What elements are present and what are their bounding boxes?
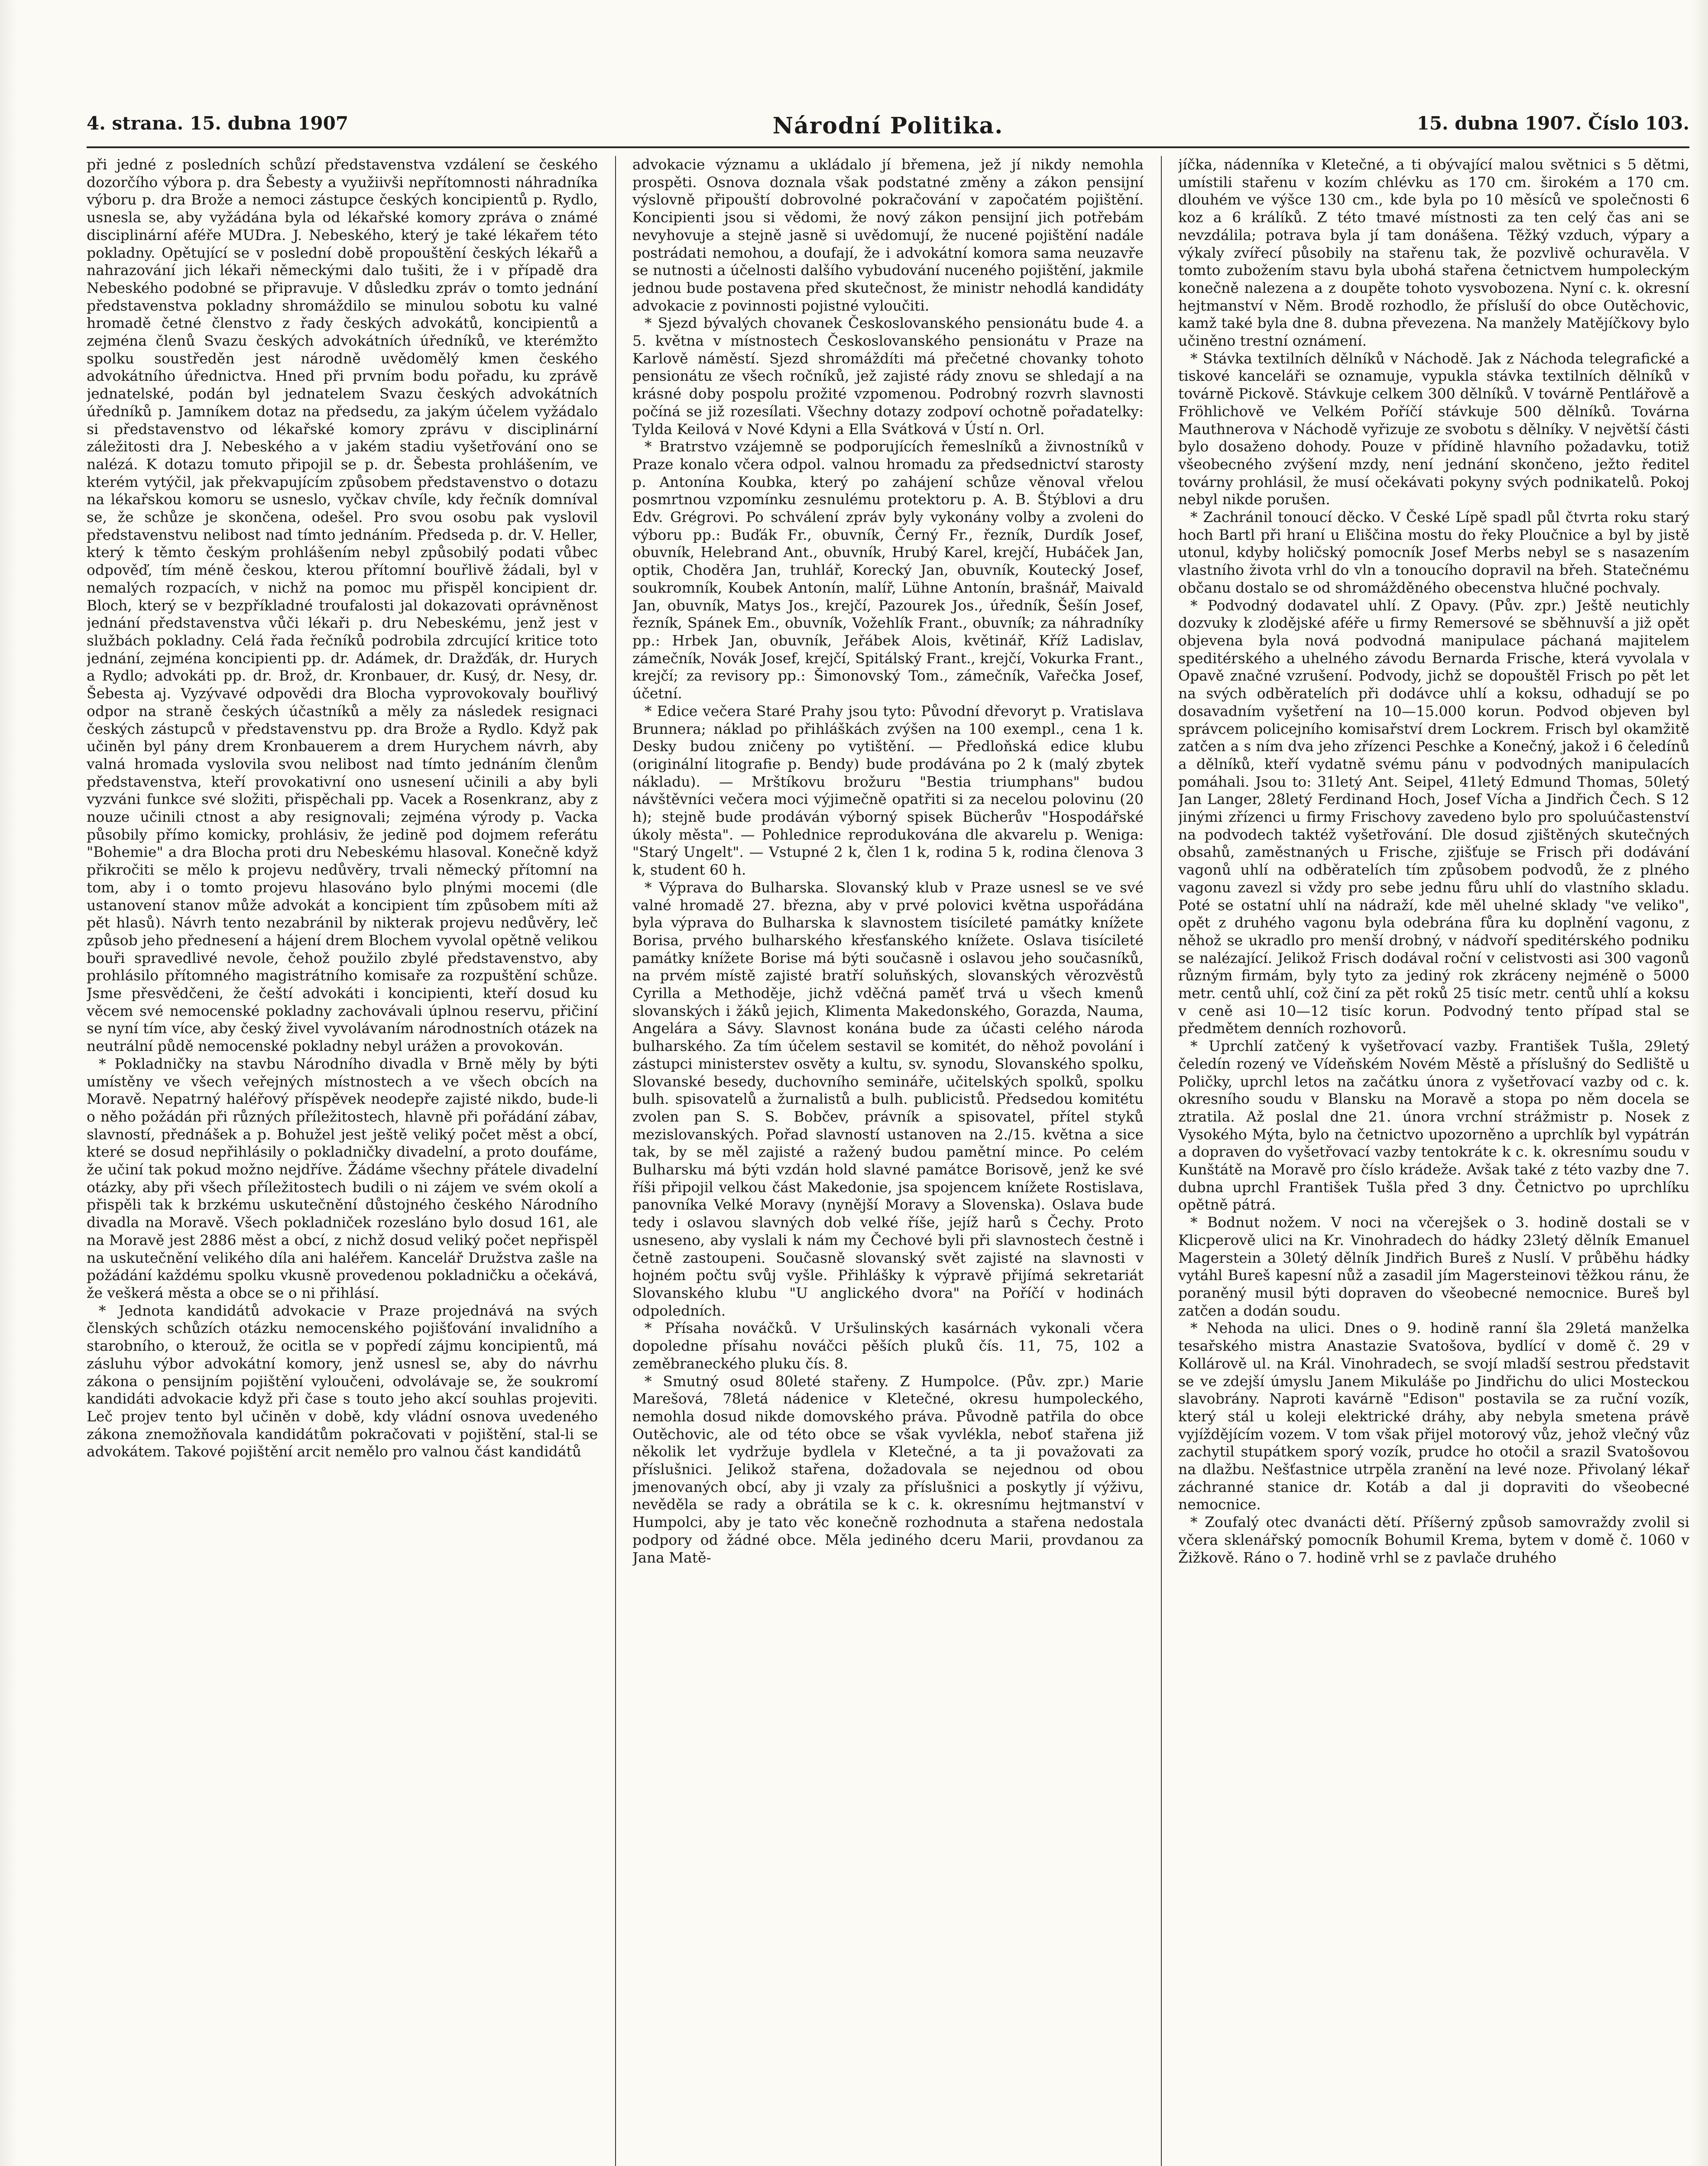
text-column-2	[632, 156, 1144, 2166]
article-paragraph: * Jednota kandidátů advokacie v Praze projednává na svých členských schůzích otázku nemocenského pojišťování invalidního a starobního, o kterouž, že ocitla se v popředí zájmu koncipientů, má zásluhu výbor advokátní komory, jenž usnesl se, aby do návrhu zákona o pensijním pojištění vyloučeni, odvolávaje se, že soukromí kandidáti advokacie když při čase s touto jeho akcí souhlas projeviti. Leč projev tento byl učiněn v době, kdy vládní osnova uvedeného zákona znemožňovala kandidátům pokračovati v pojištění, stal-li se advokátem. Takové pojištění arcit nemělo pro valnou část kandidátů	[87, 1302, 598, 1460]
page-header	[87, 108, 1689, 143]
article-paragraph: při jedné z posledních schůzí představenstva vzdálení se českého dozorčího výbora p. dra Šebesty a využiivši nepřítomnosti náhradníka výboru p. dra Brože a nemoci zástupce českých koncipientů p. Rydlo, usnesla se, aby vyžádána byla od lékařské komory zpráva o známé disciplinární aféře MUDra. J. Nebeského, který je také lékařem této pokladny. Opětující se v poslední době propouštění českých lékařů a nahrazování jich lékaři německými dalo tušiti, že i v případě dra Nebeského podobné se připravuje. V důsledku zpráv o tomto jednání představenstva pokladny shromáždilo se minulou sobotu ku valné hromadě četné členstvo z řady českých advokátů, koncipientů a zejména členů Svazu českých advokátních úředníků, ve kterémžto spolku soustředěn jest národně uvědomělý kmen českého advokátního úřednictva. Hned při prvním bodu pořadu, ku zprávě jednatelské, podán byl jednatelem Svazu českých advokátních úředníků p. Jamníkem dotaz na předsedu, za jakým účelem vyžádalo si představenstvo od lékařské komory zprávu v disciplinární záležitosti dra J. Nebeského a v jakém stadiu vyšetřování ono se nalézá. K dotazu tomuto připojil se p. dr. Šebesta prohlášením, ve kterém vytýčil, jak překvapujícím způsobem představenstvo o dotazu na lékařskou komoru se usneslo, vyčkav chvíle, kdy řečník domníval se, že schůze je skončena, odešel. Pro svou osobu pak vyslovil představenstvu nelibost nad tímto jednáním. Předseda p. dr. V. Heller, který k těmto českým prohlášením nebyl způsobilý podati vůbec odpověď, tím méně českou, kterou přítomní bouřlivě žádali, byl v nemalých rozpacích, v nichž na pomoc mu přispěl koncipient dr. Bloch, který se v bezpříkladné troufalosti jal dokazovati oprávněnost jednání představenstva vůči lékaři p. dru Nebeskému, jenž jest v službách pokladny. Celá řada řečníků podrobila zdrcující kritice toto jednání, zejména koncipienti pp. dr. Adámek, dr. Dražďák, dr. Hurych a Rydlo; advokáti pp. dr. Brož, dr. Kronbauer, dr. Kusý, dr. Nesy, dr. Šebesta aj. Vyzývavé odpovědi dra Blocha vyprovokovaly bouřlivý odpor na straně českých účastníků a měly za následek resignaci českých zástupců v představenstvu pp. dra Brože a Rydlo. Když pak učiněn byl pány drem Kronbauerem a drem Hurychem návrh, aby valná hromada vyslovila svou nelibost nad tímto jednáním členům představenstva, kteří provokativní ono usnesení učinili a aby byli vyzváni funkce své složiti, přispěchali pp. Vacek a Rosenkranz, aby z nouze učinili ctnost a aby resignovali; zejména výrody p. Vacka působily přímo komicky, prohlásiv, že jedině pod dojmem referátu "Bohemie" a dra Blocha proti dru Nebeskému hlasoval. Konečně když přikročiti se mělo k projevu nedůvěry, trvali německý přítomní na tom, aby i o tomto projevu hlasováno bylo plnými mocemi (dle ustanovení stanov může advokát a koncipient tím způsobem míti až pět hlasů). Návrh tento nezabránil by nikterak projevu nedůvěry, leč způsob jeho přednesení a hájení drem Blochem vyvolal opětně velikou bouři spravedlivé nevole, čehož použilo zbylé představenstvo, aby prohlásilo přítomného magistrátního komisaře za rozpuštění schůze. Jsme přesvědčeni, že čeští advokáti i koncipienti, kteří dosud ku věcem své nemocenské pokladny zachovávali úplnou reservu, přičiní se nyní tím více, aby český živel vyvolávaním národnostních otázek na neutrální půdě nemocenské pokladny nebyl urážen a provokován.	[87, 156, 598, 1055]
article-paragraph: advokacie významu a ukládalo jí břemena, jež jí nikdy nemohla prospěti. Osnova doznala však podstatné změny a zákon pensijní výslovně připouští dobrovolné pokračování v započatém pojištění. Koncipienti jsou si vědomi, že nový zákon pensijní jich potřebám nevyhovuje a stejně jasně si uvědomují, že nucené pojištění nadále postrádati nemohou, a doufají, že i advokátní komora sama neuzavře se nutnosti a účelnosti dalšího vybudování nuceného pojištění, jakmile jednou bude postavena před skutečnost, že ministr nehodlá kandidáty advokacie z povinnosti pojistné vyloučiti.	[632, 156, 1144, 314]
page-date-left: 4. strana. 15. dubna 1907	[87, 113, 349, 134]
article-paragraph: * Pokladničky na stavbu Národního divadla v Brně měly by býti umístěny ve všech veřejných místnostech a ve všech obcích na Moravě. Nepatrný haléřový příspěvek neodepře zajisté nikdo, bude-li o něho požádán při různých příležitostech, hlavně při pořádání zábav, slavností, přednášek a p. Bohužel jest ještě veliký počet měst a obcí, které se dosud nepřihlásily o pokladničky divadelní, a proto doufáme, že učiní tak pokud možno nejdříve. Žádáme všechny přátele divadelní otázky, aby při všech příležitostech budili o ni zájem ve svém okolí a přispěli tak k brzkému uskutečnění důstojného českého Národního divadla na Moravě. Všech pokladniček rozesláno bylo dosud 161, ale na Moravě jest 2886 měst a obcí, z nichž dosud veliký počet nepřispěl na uskutečnění velikého díla ani haléřem. Kancelář Družstva zašle na požádání každému spolku vkusně provedenou pokladničku a očekává, že veškerá města a obce se o ni přihlásí.	[87, 1055, 598, 1301]
article-paragraph: * Zachránil tonoucí děcko. V České Lípě spadl půl čtvrta roku starý hoch Bartl při hraní u Eliščina mostu do řeky Ploučnice a byl by jistě utonul, kdyby holičský pomocník Josef Merbs nebyl se s nasazením vlastního života vrhl do vln a tonoucího dopravil na břeh. Statečnému občanu dostalo se od shromážděného obecenstva hlučné pochvaly.	[1178, 509, 1689, 596]
text-column-1	[87, 156, 598, 2166]
text-column-3	[1178, 156, 1689, 2166]
column-divider	[615, 156, 616, 2166]
article-paragraph: * Sjezd bývalých chovanek Českoslovanského pensionátu bude 4. a 5. května v místnostech Českoslovanského pensionátu v Praze na Karlově náměstí. Sjezd shromáždíti má přečetné chovanky tohoto pensionátu ze všech ročníků, jež zajisté rády znovu se shledají a na krásné doby pospolu prožité vzpomenou. Podrobný rozvrh slavnosti počíná se již rozesílati. Všechny dotazy zodpoví ochotně pořadatelky: Tylda Keilová v Nové Kdyni a Ella Svátková v Ústí n. Orl.	[632, 315, 1144, 438]
article-paragraph: * Přísaha nováčků. V Uršulinských kasárnách vykonali včera dopoledne přísahu nováčci pěších pluků čís. 11, 75, 102 a zeměbraneckého pluku čís. 8.	[632, 1320, 1144, 1372]
article-paragraph: * Uprchlí zatčený k vyšetřovací vazby. František Tušla, 29letý čeledín rozený ve Vídeňském Novém Městě a příslušný do Sedliště u Poličky, uprchl letos na začátku února z vyšetřovací vazby od c. k. okresního soudu v Blansku na Moravě a stopa po něm docela se ztratila. Až poslal dne 21. února vrchní strážmistr p. Nosek z Vysokého Mýta, bylo na četnictvo upozorněno a uprchlík byl vypátrán a dopraven do vyšetřovací vazby tentokráte k c. k. okresnímu soudu v Kunštátě na Moravě pro číslo krádeže. Avšak také z této vazby dne 7. dubna uprchl František Tušla před 3 dny. Četnictvo po uprchlíku opětně pátrá.	[1178, 1038, 1689, 1213]
article-paragraph: jíčka, nádenníka v Kletečné, a ti obývající malou světnici s 5 dětmi, umístili stařenu v kozím chlévku as 170 cm. širokém a 170 cm. dlouhém ve výšce 130 cm., kde byla po 10 měsíců ve společnosti 6 koz a 6 králíků. Z této tmavé místnosti za ten celý čas ani se nevzdálila; potrava byla jí tam donášena. Těžký vzduch, výpary a výkaly zvířecí působily na stařenu tak, že pozvlivě ochuravěla. V tomto zubožením stavu byla ubohá stařena četnictvem humpoleckým konečně nalezena a z doupěte tohoto vysvobozena. Nyní c. k. okresní hejtmanství v Něm. Brodě rozhodlo, že přísluší do obce Outěchovic, kamž také byla dne 8. dubna převezena. Na manžely Matějíčkovy bylo učiněno trestní oznámení.	[1178, 156, 1689, 350]
article-paragraph: * Edice večera Staré Prahy jsou tyto: Původní dřevoryt p. Vratislava Brunnera; náklad po přihláškách zvýšen na 100 exempl., cena 1 k. Desky budou zničeny po vytištění. — Předloňská edice klubu (originální litografie p. Bendy) bude prodávána po 2 k (malý zbytek nákladu). — Mrštíkovu brožuru "Bestia triumphans" budou návštěvníci večera moci výjimečně opatřiti si za necelou polovinu (20 h); stejně bude prodáván výborný spisek Bücherův "Hospodářské úkoly města". — Pohlednice reprodukována dle akvarelu p. Weniga: "Starý Ungelt". — Vstupné 2 k, člen 1 k, rodina 5 k, rodina členova 3 k, student 60 h.	[632, 702, 1144, 879]
article-paragraph: * Smutný osud 80leté stařeny. Z Humpolce. (Pův. zpr.) Marie Marešová, 78letá nádenice v Kletečné, okresu humpoleckého, nemohla dosud nikde domovského práva. Původně patřila do obce Outěchovic, ale od této obce se však vyvlékla, neboť stařena již několik let vydržuje bydlela v Kletečné, a ta ji považovati za příslušnici. Jelikož stařena, dožadovala se nejednou od obou jmenovaných obcí, aby ji vzaly za příslušnici a poskytly jí výživu, nevěděla se rady a obrátila se k c. k. okresnímu hejtmanství v Humpolci, aby je tato věc konečně rozhodnuta a stařena nedostala podpory od žádné obce. Měla jediného dceru Marii, provdanou za Jana Matě-	[632, 1372, 1144, 1566]
article-paragraph: * Výprava do Bulharska. Slovanský klub v Praze usnesl se ve své valné hromadě 27. března, aby v prvé polovici května uspořádána byla výprava do Bulharska k slavnostem tisícileté památky knížete Borisa, prvého bulharského křesťanského knížete. Oslava tisícileté památky knížete Borise má býti současně i oslavou jeho současníků, na prvém místě zajisté bratří soluňských, slovanských věrozvěstů Cyrilla a Methoděje, jichž vděčná paměť trvá u všech kmenů slovanských i žáků jejich, Klimenta Makedonského, Gorazda, Nauma, Angelára a Sávy. Slavnost konána bude za účasti celého národa bulharského. Za tím účelem sestavil se komitét, do něhož povolání i zástupci ministerstev osvěty a kultu, sv. synodu, Slovanského spolku, Slovanské besedy, duchovního semináře, učitelských spolků, spolku bulh. spisovatelů a žurnalistů a bulh. publicistů. Předsedou komitétu zvolen pan S. S. Bobčev, právník a spisovatel, přítel styků mezislovanských. Pořad slavností ustanoven na 2./15. května a sice tak, by se měl zajisté a ražený budou pamětní mince. Po celém Bulharsku má býti vzdán hold slavné památce Borisově, jenž ke své říši připojil velkou část Makedonie, jsa spojencem knížete Rostislava, panovníka Velké Moravy (nynější Moravy a Slovenska). Oslava bude tedy i oslavou slavných dob velké říše, jejíž harů s Čechy. Proto usneseno, aby vyslali k nám my Čechové byli při slavnostech čestně i četně zastoupeni. Současně slovanský svět zajisté na slavnosti v hojném počtu svůj vyšle. Přihlášky k výpravě přijímá sekretariát Slovanského klubu "U anglického dvora" na Poříčí v hodinách odpoledních.	[632, 879, 1144, 1319]
article-paragraph: * Zoufalý otec dvanácti dětí. Příšerný způsob samovraždy zvolil si včera sklenářský pomocník Bohumil Krema, bytem v domě č. 1060 v Žižkově. Ráno o 7. hodině vrhl se z pavlače druhého	[1178, 1514, 1689, 1566]
article-paragraph: * Podvodný dodavatel uhlí. Z Opavy. (Pův. zpr.) Ještě neutichly dozvuky k zlodějské aféře u firmy Remersové se sběhnuvší a již opět objevena byla nová podvodná manipulace páchaná majitelem speditérského a uhelného závodu Bernarda Frische, která vyvolala v Opavě značné vzrušení. Podvody, jichž se dopouštěl Frisch po pět let na svých odběratelích při dodávce uhlí a koksu, odhadují se po dosavadním vyšetření na 10—15.000 korun. Podvod objeven byl správcem policejního komisařství drem Lockrem. Frisch byl okamžitě zatčen a s ním dva jeho zřízenci Peschke a Konečný, jakož i 6 čeledínů a dělníků, kteří vydatně svému pánu v podvodných manipulacích pomáhali. Jsou to: 31letý Ant. Seipel, 41letý Edmund Thomas, 50letý Jan Langer, 28letý Ferdinand Hoch, Josef Vícha a Jindřich Čech. S 12 jinými zřízenci u firmy Frischovy zavedeno bylo pro spoluúčastenství na podvodech taktéž vyšetřování. Dle dosud zjištěných skutečných obsahů, zaměstnaných u Frische, zjišťuje se Frisch při dodávání vagonů uhlí na odběratelích tím způsobem podvodů, že z plného vagonu zavezl si vždy pro sebe jednu fůru uhlí do vlastního skladu. Poté se ostatní uhlí na nádraží, kde měl uhelné sklady "ve veliko", opět z druhého vagonu byla odebrána fůra ku doplnění vagonu, z něhož se ukradlo pro menší drobný, v nádvoří speditérského podniku se nalézající. Jelikož Frisch dodával roční v celistvosti asi 300 vagonů různým firmám, byly tyto za jediný rok zkráceny nejméně o 5000 metr. centů uhlí, což činí za pět roků 25 tisíc metr. centů uhlí a koksu v ceně asi 10—12 tisíc korun. Podvodný tento případ stal se předmětem denních rozhovorů.	[1178, 597, 1689, 1037]
column-divider	[1161, 156, 1162, 2166]
article-paragraph: * Bodnut nožem. V noci na včerejšek o 3. hodině dostali se v Klicperově ulici na Kr. Vinohradech do hádky 23letý dělník Emanuel Magerstein a 30letý dělník Jindřich Bureš z Nuslí. V průběhu hádky vytáhl Bureš kapesní nůž a zasadil jím Magersteinovi těžkou ránu, že poraněný musil býti dopraven do všeobecné nemocnice. Bureš byl zatčen a dodán soudu.	[1178, 1214, 1689, 1319]
page-date-right: 15. dubna 1907. Číslo 103.	[1416, 113, 1689, 134]
article-paragraph: * Stávka textilních dělníků v Náchodě. Jak z Náchoda telegrafické a tiskové kanceláři se oznamuje, vypukla stávka textilních dělníků v továrně Pickově. Stávkuje celkem 300 dělníků. V továrně Pentlářově a Fröhlichově ve Velkém Poříčí stávkuje 500 dělníků. Továrna Mauthnerova v Náchodě vyřizuje ze svobotu s dělníky. V největší části bylo dosaženo dohody. Pouze v přídině hlavního požadavku, totiž všeobecného zvýšení mzdy, není jednání skončeno, ježto ředitel továrny prohlásil, že musí očekávati pokyny svých podnikatelů. Pokoj nebyl nikde porušen.	[1178, 350, 1689, 508]
article-paragraph: * Bratrstvo vzájemně se podporujících řemeslníků a živnostníků v Praze konalo včera odpol. valnou hromadu za předsednictví starosty p. Antonína Koubka, který po zahájení schůze věnoval vřelou posmrtnou vzpomínku zesnulému protektoru p. A. B. Štýblovi a dru Edv. Grégrovi. Po schválení zpráv byly vykonány volby a zvoleni do výboru pp.: Buďák Fr., obuvník, Černý Fr., řezník, Durdík Josef, obuvník, Helebrand Ant., obuvník, Hrubý Karel, krejčí, Hubáček Jan, optik, Choděra Jan, truhlář, Korecký Jan, obuvník, Koutecký Josef, soukromník, Koubek Antonín, malíř, Lühne Antonín, brašnář, Maivald Jan, obuvník, Matys Jos., krejčí, Pazourek Jos., úředník, Šešín Josef, řezník, Spánek Em., obuvník, Vožehlík Frant., obuvník; za náhradníky pp.: Hrbek Jan, obuvník, Jeřábek Alois, květinář, Kříž Ladislav, zámečník, Novák Josef, krejčí, Spitálský Frant., krejčí, Vokurka Frant., krejčí; za revisory pp.: Šimonovský Tom., zámečník, Vařečka Josef, účetní.	[632, 438, 1144, 702]
header-rule	[87, 146, 1689, 148]
masthead-title: Národní Politika.	[772, 113, 1004, 139]
article-paragraph: * Nehoda na ulici. Dnes o 9. hodině ranní šla 29letá manželka tesařského mistra Anastazie Svatošova, bydlící v domě č. 29 v Kollárově ul. na Král. Vinohradech, se svojí mladší sestrou představit se ve zdejší úmyslu Janem Mikuláše po Jindřichu do ulici Mosteckou slavobrány. Naproti kavárně "Edison" postavila se za ruční vozík, který stál u koleji elektrické dráhy, aby nebyla smetena právě vyjíždějícím vozem. V tom však přijel motorový vůz, jehož vlečný vůz zachytil stupátkem sporý vozík, prudce ho otočil a srazil Svatošovou na dlažbu. Nešťastnice utrpěla zranění na levé noze. Přivolaný lékař záchranné stanice dr. Kotáb a dal ji dopraviti do všeobecné nemocnice.	[1178, 1320, 1689, 1513]
